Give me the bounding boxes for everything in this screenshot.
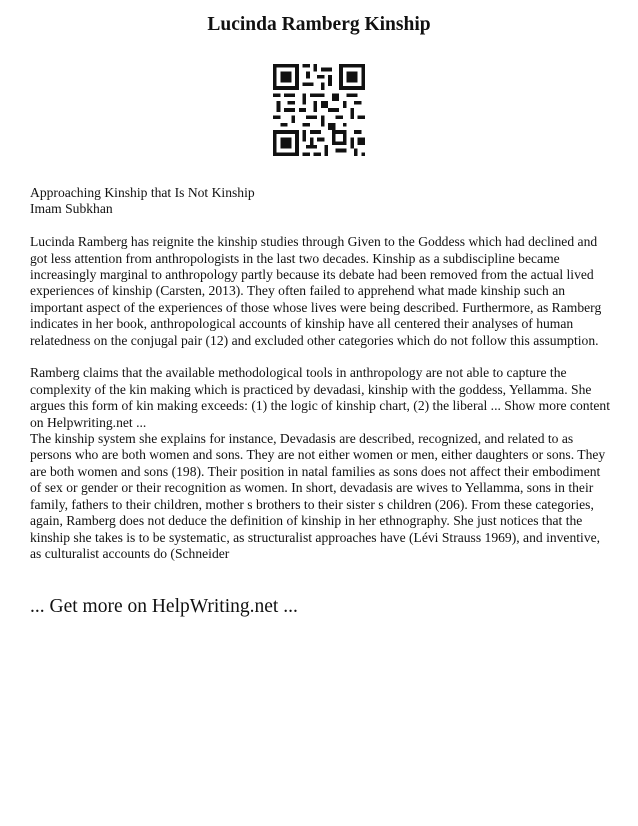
qr-code-icon[interactable] [273, 64, 365, 156]
page-title: Lucinda Ramberg Kinship [207, 14, 431, 35]
article-body [30, 185, 610, 562]
paragraph-2: Ramberg claims that the available methodological tools in anthropology are not able to capture the complexity of the kin making which is practiced by devadasi, kinship with the goddess, Yellamma. She argues this form of kin making exceeds: (1) the logic of kinship chart, (2) the liberal ... Show more content on Helpwriting.net ... [30, 365, 610, 430]
get-more-link[interactable]: ... Get more on HelpWriting.net ... [30, 596, 298, 617]
paragraph-3: The kinship system she explains for instance, Devadasis are described, recognized, and related to as persons who are both women and sons. They are not either women or men, either daughters or sons. They are both women and sons (198). Their position in natal families as sons does not affect their embodiment of sex or gender or their recognition as women. In short, devadasis are wives to Yellamma, sons in their family, fathers to their children, mother s brothers to their sister s children (206). From these categories, again, Ramberg does not deduce the definition of kinship in her ethnography. She just notices that the kinship she takes is to be systematic, as structuralist approaches have (Lévi Strauss 1969), and inventive, as culturalist accounts do (Schneider [30, 431, 606, 561]
paragraph-1: Lucinda Ramberg has reignite the kinship studies through Given to the Goddess which had declined and got less attention from anthropologists in the last two decades. Kinship as a subdiscipline became increasingly marginal to anthropology partly because its debate had been removed from the actual lived experiences of kinship (Carsten, 2013). They often failed to apprehend what made kinship such an important aspect of the experiences of those whose lives were being described. Furthermore, as Ramberg indicates in her book, anthropological accounts of kinship have all centered their analyses of human relatedness on the conjugal pair (12) and excluded other categories which do not follow this assumption. [30, 234, 602, 348]
article-author: Imam Subkhan [30, 201, 113, 217]
article-subtitle: Approaching Kinship that Is Not Kinship [30, 185, 255, 200]
